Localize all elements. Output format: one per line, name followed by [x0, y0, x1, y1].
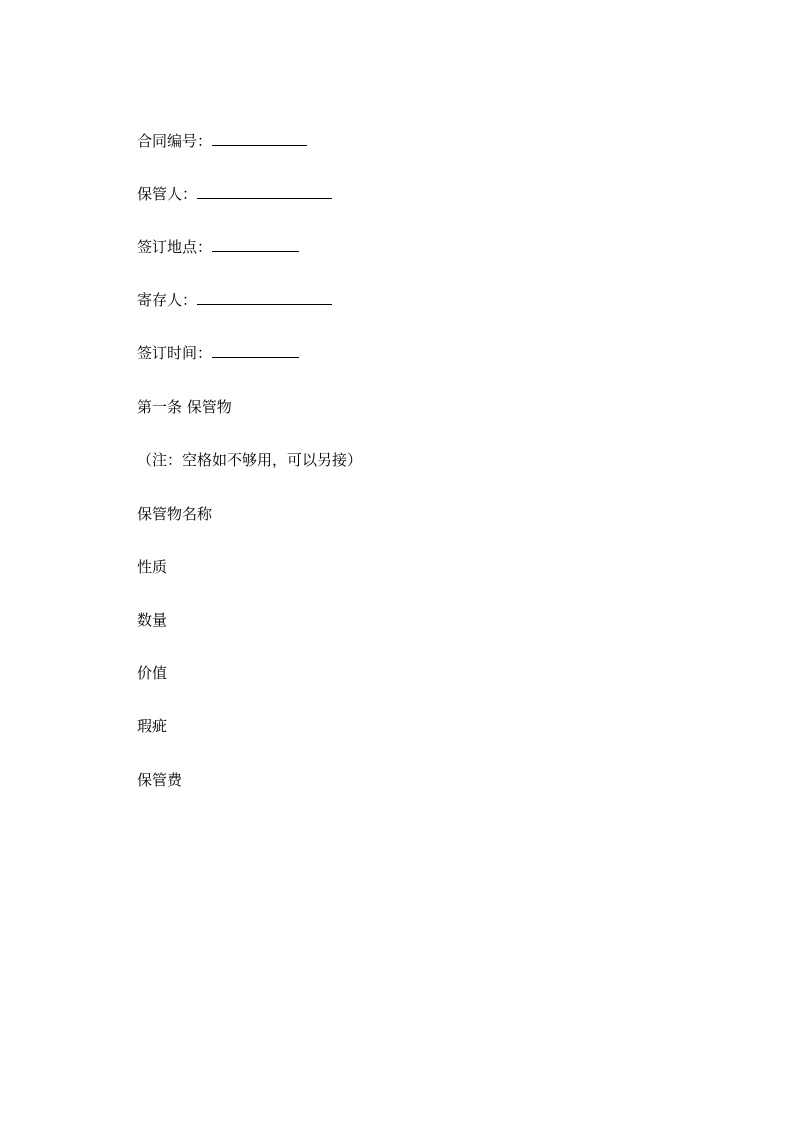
depositor-blank[interactable]: [197, 290, 332, 305]
item-defect: 瑕疵: [137, 717, 168, 735]
item-name: 保管物名称: [137, 505, 213, 523]
contract-number-label: 合同编号：: [137, 132, 213, 150]
sign-place-row: [137, 237, 299, 257]
article-1-note: （注：空格如不够用，可以另接）: [137, 451, 363, 469]
custodian-blank[interactable]: [197, 184, 332, 199]
sign-place-label: 签订地点：: [137, 238, 213, 256]
sign-place-blank[interactable]: [212, 237, 299, 252]
item-value: 价值: [137, 664, 168, 682]
depositor-row: [137, 290, 332, 310]
custodian-label: 保管人：: [137, 185, 198, 203]
item-quantity: 数量: [137, 611, 168, 629]
item-nature: 性质: [137, 558, 168, 576]
contract-number-row: [137, 131, 307, 151]
article-1-title: 第一条 保管物: [137, 398, 232, 416]
custodian-row: [137, 184, 332, 204]
sign-time-label: 签订时间：: [137, 344, 213, 362]
item-custody-fee: 保管费: [137, 771, 183, 789]
sign-time-blank[interactable]: [212, 343, 299, 358]
contract-number-blank[interactable]: [212, 131, 307, 146]
sign-time-row: [137, 343, 299, 363]
depositor-label: 寄存人：: [137, 291, 198, 309]
